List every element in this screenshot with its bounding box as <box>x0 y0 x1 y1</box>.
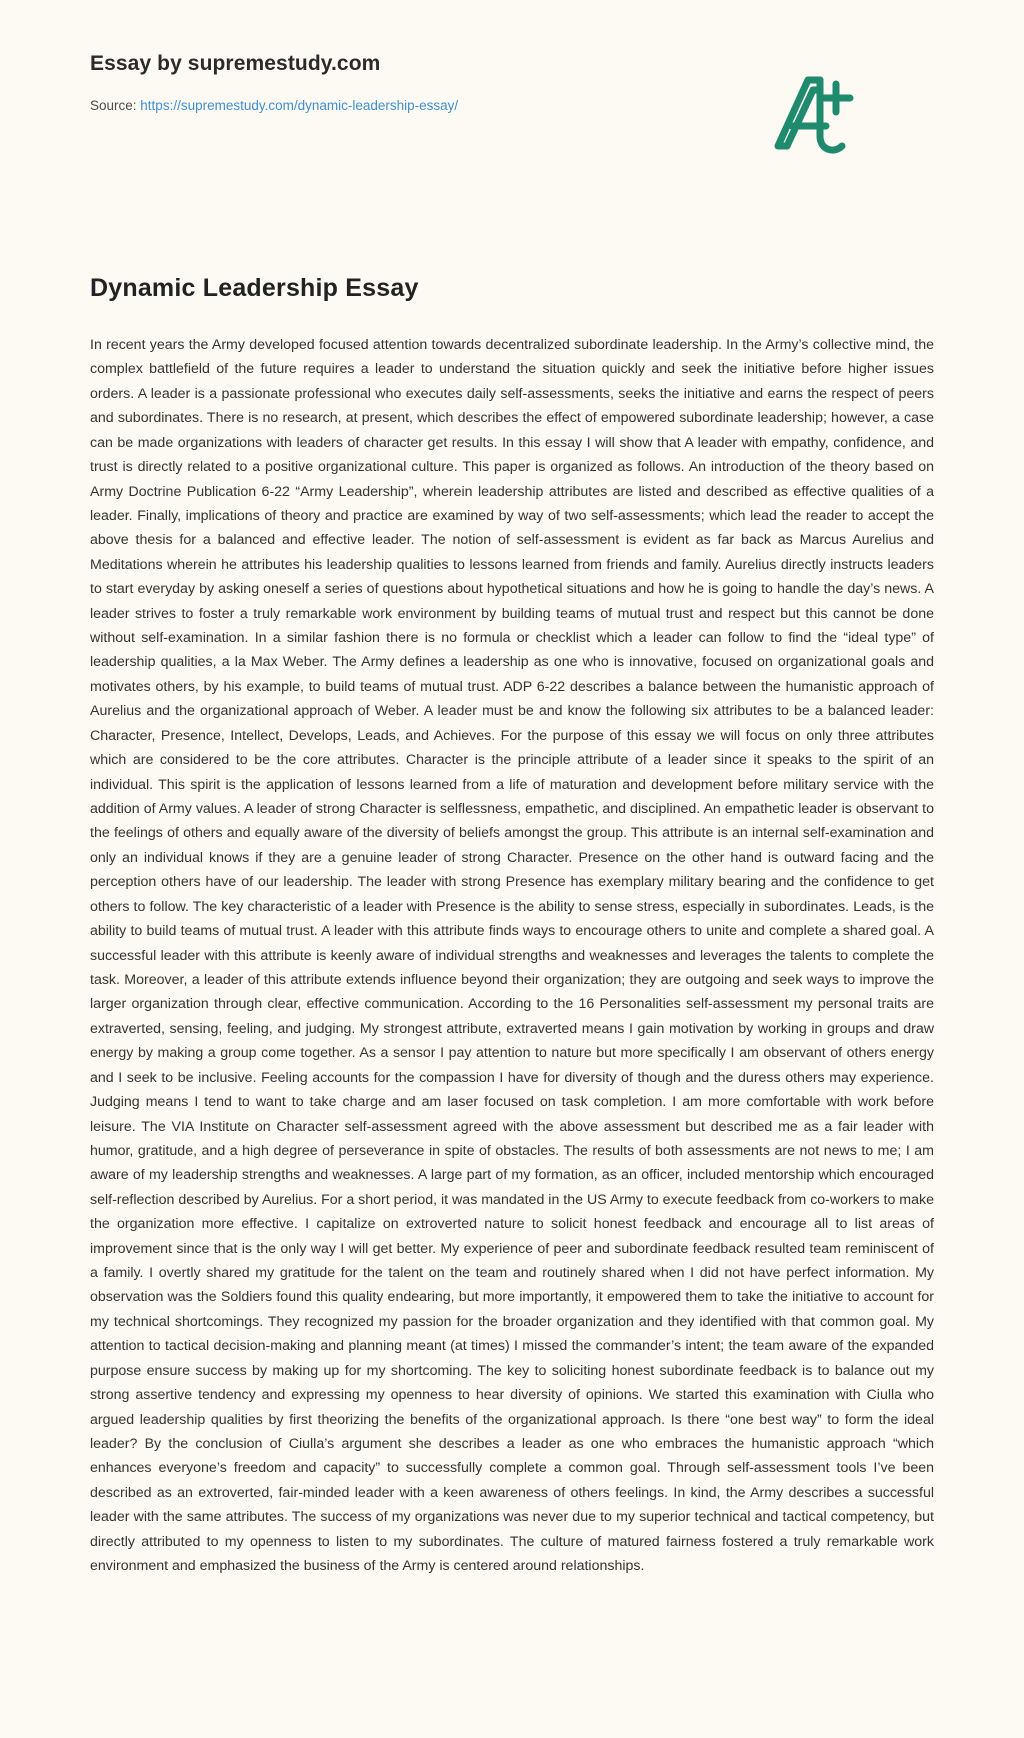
source-label: Source: <box>90 98 137 113</box>
article-body: In recent years the Army developed focused attention towards decentralized subordinate leadership. In the Army’s collective mind, the complex battlefield of the future requires a leader to understand the situation quickly and seek the initiative before higher issues orders. A leader is a passionate professional who executes daily self-assessments, seeks the initiative and earns the respect of peers and subordinates. There is no research, at present, which describes the effect of empowered subordinate leadership; however, a case can be made organizations with leaders of character get results. In this essay I will show that A leader with empathy, confidence, and trust is directly related to a positive organizational culture. This paper is organized as follows. An introduction of the theory based on Army Doctrine Publication 6-22 “Army Leadership”, wherein leadership attributes are listed and described as effective qualities of a leader. Finally, implications of theory and practice are examined by way of two self-assessments; which lead the reader to accept the above thesis for a balanced and effective leader. The notion of self-assessment is evident as far back as Marcus Aurelius and Meditations wherein he attributes his leadership qualities to lessons learned from friends and family. Aurelius directly instructs leaders to start everyday by asking oneself a series of questions about hypothetical situations and how he is going to handle the day’s news. A leader strives to foster a truly remarkable work environment by building teams of mutual trust and respect but this cannot be done without self-examination. In a similar fashion there is no formula or checklist which a leader can follow to find the “ideal type” of leadership qualities, a la Max Weber. The Army defines a leadership as one who is innovative, focused on organizational goals and motivates others, by his example, to build teams of mutual trust. ADP 6-22 describes a balance between the humanistic approach of Aurelius and the organizational approach of Weber. A leader must be and know the following six attributes to be a balanced leader: Character, Presence, Intellect, Develops, Leads, and Achieves. For the purpose of this essay we will focus on only three attributes which are considered to be the core attributes. Character is the principle attribute of a leader since it speaks to the spirit of an individual. This spirit is the application of lessons learned from a life of maturation and development before military service with the addition of Army values. A leader of strong Character is selflessness, empathetic, and disciplined. An empathetic leader is observant to the feelings of others and equally aware of the diversity of beliefs amongst the group. This attribute is an internal self-examination and only an individual knows if they are a genuine leader of strong Character. Presence on the other hand is outward facing and the perception others have of our leadership. The leader with strong Presence has exemplary military bearing and the confidence to get others to follow. The key characteristic of a leader with Presence is the ability to sense stress, especially in subordinates. Leads, is the ability to build teams of mutual trust. A leader with this attribute finds ways to encourage others to unite and complete a shared goal. A successful leader with this attribute is keenly aware of individual strengths and weaknesses and leverages the talents to complete the task. Moreover, a leader of this attribute extends influence beyond their organization; they are outgoing and seek ways to improve the larger organization through clear, effective communication. According to the 16 Personalities self-assessment my personal traits are extraverted, sensing, feeling, and judging. My strongest attribute, extraverted means I gain motivation by working in groups and draw energy by making a group come together. As a sensor I pay attention to nature but more specifically I am observant of others energy and I seek to be inclusive. Feeling accounts for the compassion I have for diversity of though and the duress others may experience. Judging means I tend to want to take charge and am laser focused on task completion. I am more comfortable with work before leisure. The VIA Institute on Character self-assessment agreed with the above assessment but described me as a fair leader with humor, gratitude, and a high degree of perseverance in spite of obstacles. The results of both assessments are not news to me; I am aware of my leadership strengths and weaknesses. A large part of my formation, as an officer, included mentorship which encouraged self-reflection described by Aurelius. For a short period, it was mandated in the US Army to execute feedback from co-workers to make the organization more effective. I capitalize on extroverted nature to solicit honest feedback and encourage all to list areas of improvement since that is the only way I will get better. My experience of peer and subordinate feedback resulted team reminiscent of a family. I overtly shared my gratitude for the talent on the team and routinely shared when I did not have perfect information. My observation was the Soldiers found this quality endearing, but more importantly, it empowered them to take the initiative to account for my technical shortcomings. They recognized my passion for the broader organization and they identified with that common goal. My attention to tactical decision-making and planning meant (at times) I missed the commander’s intent; the team aware of the expanded purpose ensure success by making up for my shortcoming. The key to soliciting honest subordinate feedback is to balance out my strong assertive tendency and expressing my openness to hear diversity of opinions. We started this examination with Ciulla who argued leadership qualities by first theorizing the benefits of the organizational approach. Is there “one best way” to form the ideal leader? By the conclusion of Ciulla’s argument she describes a leader as one who embraces the humanistic approach “which enhances everyone’s freedom and capacity” to successfully complete a common goal. Through self-assessment tools I’ve been described as an extroverted, fair-minded leader with a keen awareness of others feelings. In kind, the Army describes a successful leader with the same attributes. The success of my organizations was never due to my superior technical and tactical competency, but directly attributed to my openness to listen to my subordinates. The culture of matured fairness fostered a truly remarkable work environment and emphasized the business of the Army is centered around relationships. <box>90 337 934 1575</box>
page-header <box>90 52 934 162</box>
source-url-link[interactable]: https://supremestudy.com/dynamic-leadership-essay/ <box>140 98 459 113</box>
a-plus-logo-icon <box>764 60 874 170</box>
page-title: Dynamic Leadership Essay <box>90 274 419 302</box>
site-brand: Essay by supremestudy.com <box>90 52 381 75</box>
